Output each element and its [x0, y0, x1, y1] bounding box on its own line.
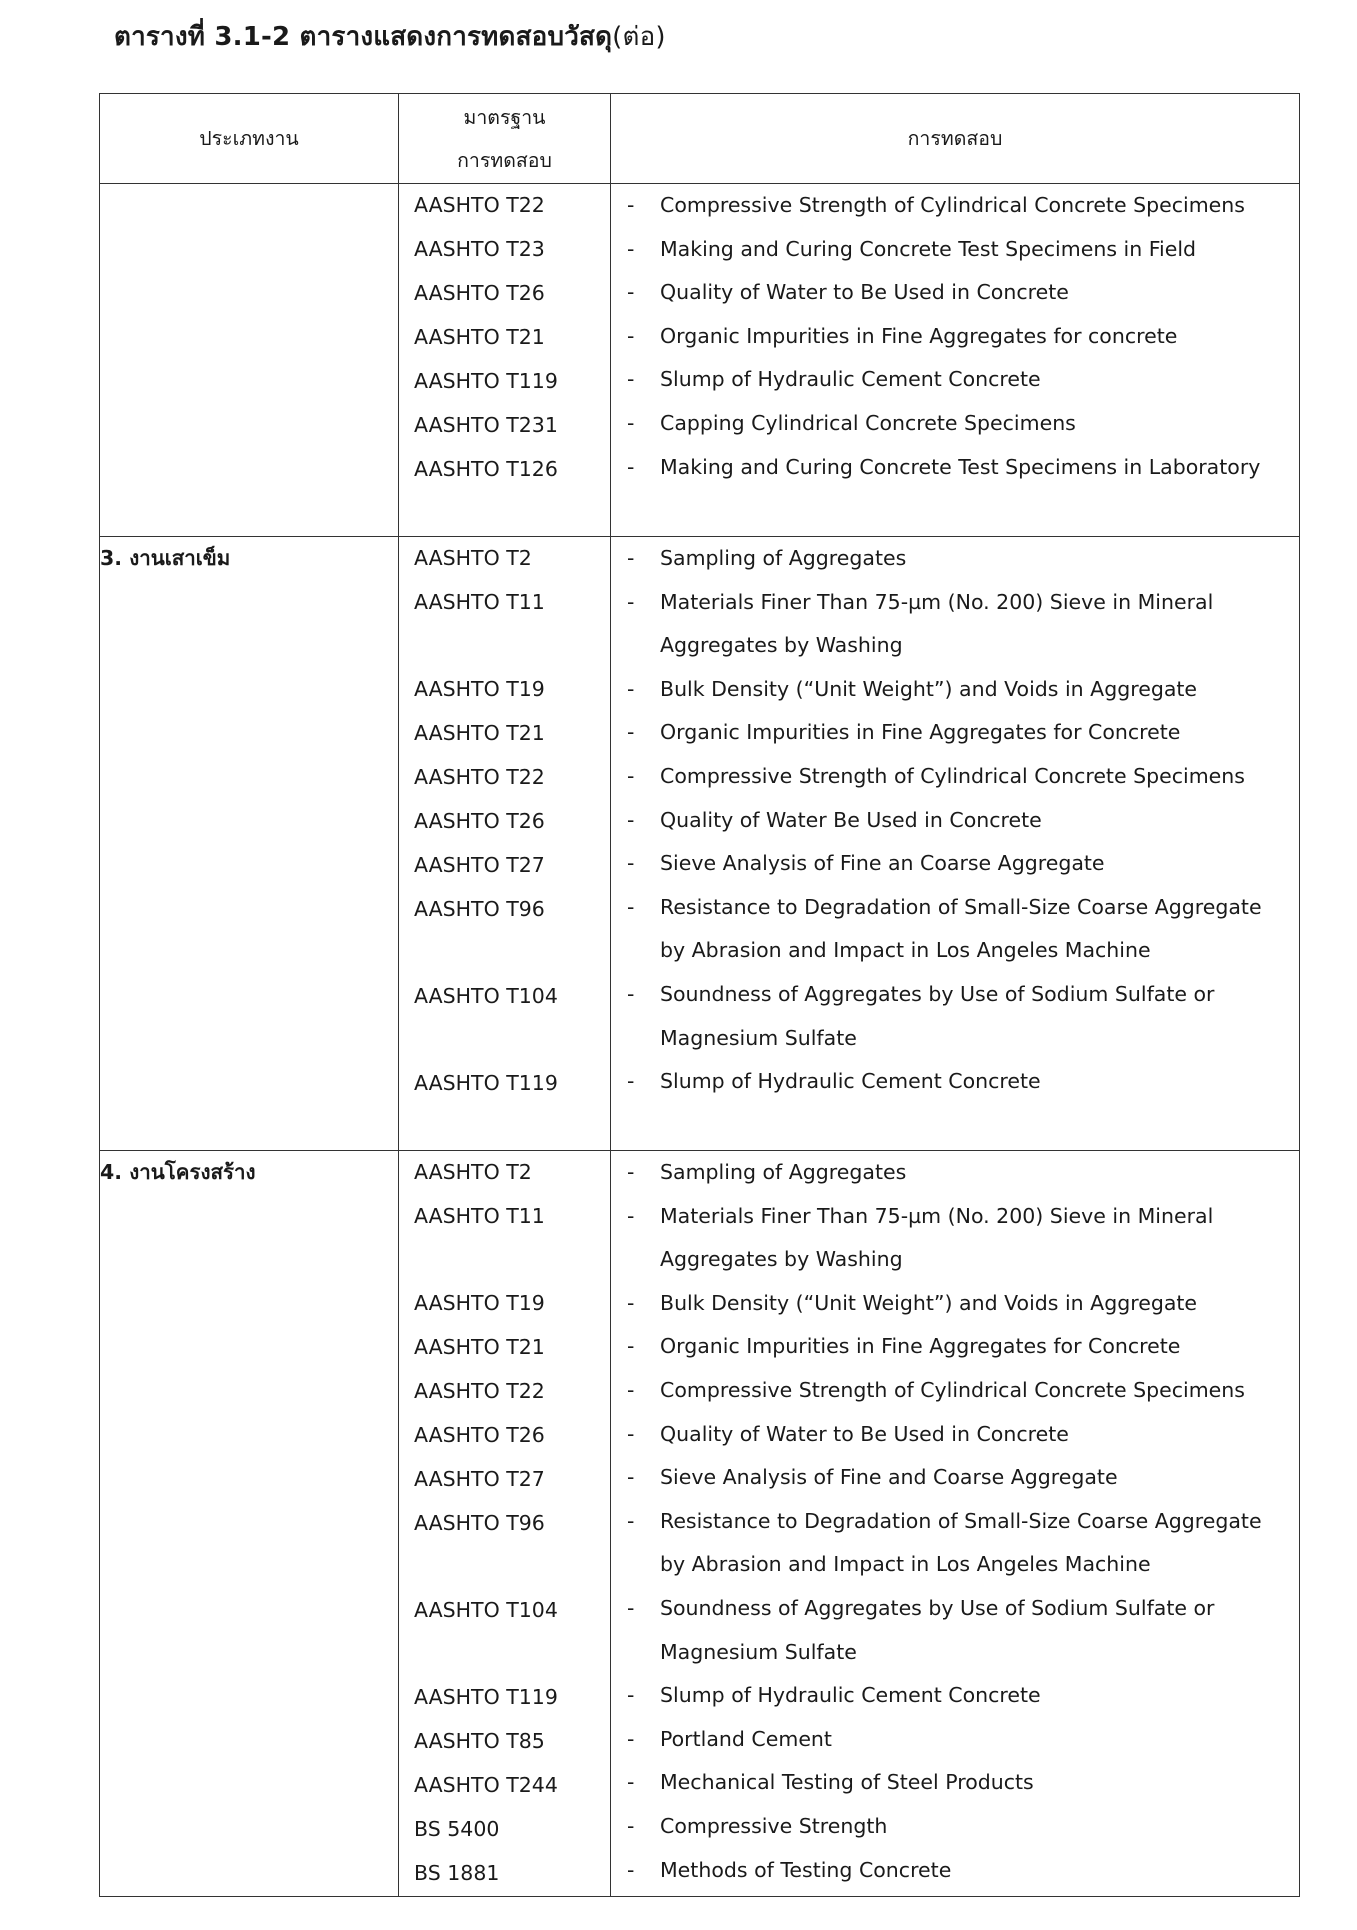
- standard-code: AASHTO T119: [414, 369, 558, 393]
- test-item: [611, 755, 1299, 799]
- test-cell: [611, 184, 1300, 493]
- dash-marker: -: [627, 454, 635, 479]
- standard-code: AASHTO T27: [414, 853, 545, 877]
- test-item: [611, 799, 1299, 843]
- test-item: [611, 402, 1299, 446]
- test-description: Making and Curing Concrete Test Specimens in Field: [660, 236, 1197, 261]
- test-description: Bulk Density (“Unit Weight”) and Voids in Aggregate: [660, 676, 1198, 701]
- test-item: [611, 1761, 1299, 1805]
- header-standard-line2: การทดสอบ: [457, 148, 552, 172]
- standard-code: AASHTO T96: [414, 897, 545, 921]
- standard-code: AASHTO T11: [414, 1204, 545, 1228]
- dash-marker: -: [627, 1160, 635, 1184]
- spacer-row: [100, 1106, 1300, 1151]
- spacer-cell: [611, 1106, 1300, 1151]
- dash-marker: -: [627, 1377, 635, 1402]
- header-test: การทดสอบ: [611, 94, 1300, 184]
- dash-marker: -: [627, 1595, 635, 1620]
- test-item: [611, 358, 1299, 402]
- test-item: [611, 1151, 1299, 1195]
- dash-marker: -: [627, 193, 635, 217]
- dash-marker: -: [627, 676, 635, 701]
- test-description: Resistance to Degradation of Small-Size Coarse Aggregate by Abrasion and Impact in Los Angeles Machine: [660, 1508, 1262, 1577]
- test-item: [611, 1413, 1299, 1457]
- test-item: [611, 1282, 1299, 1326]
- dash-marker: -: [627, 1069, 635, 1094]
- test-item: [611, 973, 1299, 1060]
- test-item: [611, 1060, 1299, 1104]
- standard-code: AASHTO T126: [414, 457, 558, 481]
- test-description: Quality of Water Be Used in Concrete: [660, 807, 1042, 832]
- spacer-cell: [399, 492, 611, 537]
- test-item: [611, 315, 1299, 359]
- test-description: Organic Impurities in Fine Aggregates for Concrete: [660, 720, 1181, 745]
- standard-code: AASHTO T119: [414, 1685, 558, 1709]
- test-description: Bulk Density (“Unit Weight”) and Voids in Aggregate: [660, 1290, 1198, 1315]
- title-main: ตารางที่ 3.1-2 ตารางแสดงการทดสอบวัสดุ: [114, 22, 613, 52]
- test-item: [611, 1805, 1299, 1849]
- dash-marker: -: [627, 236, 635, 261]
- test-description: Capping Cylindrical Concrete Specimens: [660, 410, 1076, 435]
- standard-code: BS 5400: [414, 1817, 500, 1841]
- dash-marker: -: [627, 367, 635, 392]
- standard-code: AASHTO T27: [414, 1467, 545, 1491]
- spacer-cell: [399, 1106, 611, 1151]
- dash-marker: -: [627, 1857, 635, 1882]
- test-description: Compressive Strength of Cylindrical Concrete Specimens: [660, 763, 1245, 788]
- test-description: Compressive Strength of Cylindrical Concrete Specimens: [660, 1377, 1245, 1402]
- test-description: Soundness of Aggregates by Use of Sodium Sulfate or Magnesium Sulfate: [660, 981, 1215, 1050]
- standard-code: AASHTO T11: [414, 590, 545, 614]
- test-description: Soundness of Aggregates by Use of Sodium Sulfate or Magnesium Sulfate: [660, 1595, 1215, 1664]
- standard-code: AASHTO T85: [414, 1729, 545, 1753]
- test-description: Quality of Water to Be Used in Concrete: [660, 280, 1069, 305]
- test-cell: [611, 1151, 1300, 1897]
- test-description: Making and Curing Concrete Test Specimens in Laboratory: [660, 454, 1261, 479]
- dash-marker: -: [627, 280, 635, 305]
- header-category: ประเภทงาน: [100, 94, 399, 184]
- standard-code: AASHTO T26: [414, 809, 545, 833]
- table-row: [100, 537, 1300, 1107]
- test-item: [611, 537, 1299, 581]
- test-description: Slump of Hydraulic Cement Concrete: [660, 1069, 1041, 1094]
- page-title: [114, 16, 666, 57]
- test-description: Mechanical Testing of Steel Products: [660, 1770, 1034, 1795]
- standard-code: BS 1881: [414, 1861, 500, 1885]
- standard-code: AASHTO T2: [414, 546, 532, 570]
- test-description: Methods of Testing Concrete: [660, 1857, 952, 1882]
- dash-marker: -: [627, 807, 635, 832]
- standard-code: AASHTO T2: [414, 1160, 532, 1184]
- test-table: [99, 93, 1300, 1897]
- dash-marker: -: [627, 894, 635, 919]
- table-header-row: [100, 94, 1300, 184]
- standard-cell: [399, 537, 611, 1107]
- standard-code: AASHTO T19: [414, 1291, 545, 1315]
- standard-code: AASHTO T231: [414, 413, 558, 437]
- test-item: [611, 1849, 1299, 1893]
- category-cell: [100, 184, 399, 493]
- standard-code: AASHTO T104: [414, 1598, 558, 1622]
- dash-marker: -: [627, 1726, 635, 1751]
- test-item: [611, 446, 1299, 490]
- standard-code: AASHTO T96: [414, 1511, 545, 1535]
- dash-marker: -: [627, 720, 635, 745]
- test-description: Compressive Strength of Cylindrical Concrete Specimens: [660, 193, 1245, 217]
- standard-code: AASHTO T22: [414, 1379, 545, 1403]
- standard-cell: [399, 1151, 611, 1897]
- test-description: Quality of Water to Be Used in Concrete: [660, 1421, 1069, 1446]
- standard-code: AASHTO T26: [414, 281, 545, 305]
- table-row: [100, 184, 1300, 493]
- title-suffix: (ต่อ): [612, 22, 666, 52]
- category-cell: 3. งานเสาเข็ม: [100, 537, 399, 1107]
- standard-code: AASHTO T22: [414, 765, 545, 789]
- test-item: [611, 1718, 1299, 1762]
- test-item: [611, 1369, 1299, 1413]
- spacer-row: [100, 492, 1300, 537]
- dash-marker: -: [627, 1770, 635, 1795]
- dash-marker: -: [627, 1465, 635, 1490]
- test-item: [611, 184, 1299, 228]
- test-item: [611, 711, 1299, 755]
- test-item: [611, 228, 1299, 272]
- spacer-cell: [100, 1106, 399, 1151]
- test-item: [611, 1456, 1299, 1500]
- dash-marker: -: [627, 1290, 635, 1315]
- category-cell: 4. งานโครงสร้าง: [100, 1151, 399, 1897]
- dash-marker: -: [627, 1683, 635, 1708]
- test-description: Slump of Hydraulic Cement Concrete: [660, 1683, 1041, 1708]
- test-description: Organic Impurities in Fine Aggregates for concrete: [660, 323, 1178, 348]
- test-description: Slump of Hydraulic Cement Concrete: [660, 367, 1041, 392]
- dash-marker: -: [627, 589, 635, 614]
- dash-marker: -: [627, 1421, 635, 1446]
- test-description: Materials Finer Than 75-µm (No. 200) Sieve in Mineral Aggregates by Washing: [660, 589, 1214, 658]
- test-cell: [611, 537, 1300, 1107]
- dash-marker: -: [627, 1813, 635, 1838]
- test-description: Compressive Strength: [660, 1813, 888, 1838]
- dash-marker: -: [627, 1508, 635, 1533]
- test-item: [611, 581, 1299, 668]
- dash-marker: -: [627, 763, 635, 788]
- standard-code: AASHTO T21: [414, 325, 545, 349]
- test-item: [611, 1587, 1299, 1674]
- test-description: Materials Finer Than 75-µm (No. 200) Sieve in Mineral Aggregates by Washing: [660, 1203, 1214, 1272]
- table-body: [100, 184, 1300, 1897]
- standard-code: AASHTO T22: [414, 193, 545, 217]
- standard-code: AASHTO T21: [414, 1335, 545, 1359]
- test-description: Sampling of Aggregates: [660, 546, 907, 570]
- test-item: [611, 668, 1299, 712]
- standard-code: AASHTO T244: [414, 1773, 558, 1797]
- dash-marker: -: [627, 546, 635, 570]
- dash-marker: -: [627, 851, 635, 876]
- standard-code: AASHTO T104: [414, 984, 558, 1008]
- test-item: [611, 886, 1299, 973]
- table-row: [100, 1151, 1300, 1897]
- test-description: Sampling of Aggregates: [660, 1160, 907, 1184]
- dash-marker: -: [627, 410, 635, 435]
- standard-code: AASHTO T21: [414, 721, 545, 745]
- dash-marker: -: [627, 981, 635, 1006]
- test-description: Portland Cement: [660, 1726, 832, 1751]
- test-item: [611, 271, 1299, 315]
- spacer-cell: [611, 492, 1300, 537]
- test-description: Sieve Analysis of Fine and Coarse Aggregate: [660, 1465, 1118, 1490]
- standard-code: AASHTO T23: [414, 237, 545, 261]
- standard-code: AASHTO T26: [414, 1423, 545, 1447]
- dash-marker: -: [627, 1203, 635, 1228]
- standard-code: AASHTO T19: [414, 677, 545, 701]
- header-standard: [399, 94, 611, 184]
- test-description: Resistance to Degradation of Small-Size Coarse Aggregate by Abrasion and Impact in Los Angeles Machine: [660, 894, 1262, 963]
- dash-marker: -: [627, 1334, 635, 1359]
- test-item: [611, 1195, 1299, 1282]
- test-item: [611, 1325, 1299, 1369]
- header-standard-line1: มาตรฐาน: [463, 105, 546, 129]
- test-description: Organic Impurities in Fine Aggregates for Concrete: [660, 1334, 1181, 1359]
- test-item: [611, 842, 1299, 886]
- spacer-cell: [100, 492, 399, 537]
- dash-marker: -: [627, 323, 635, 348]
- standard-cell: [399, 184, 611, 493]
- test-item: [611, 1674, 1299, 1718]
- test-description: Sieve Analysis of Fine an Coarse Aggregate: [660, 851, 1105, 876]
- standard-code: AASHTO T119: [414, 1071, 558, 1095]
- test-item: [611, 1500, 1299, 1587]
